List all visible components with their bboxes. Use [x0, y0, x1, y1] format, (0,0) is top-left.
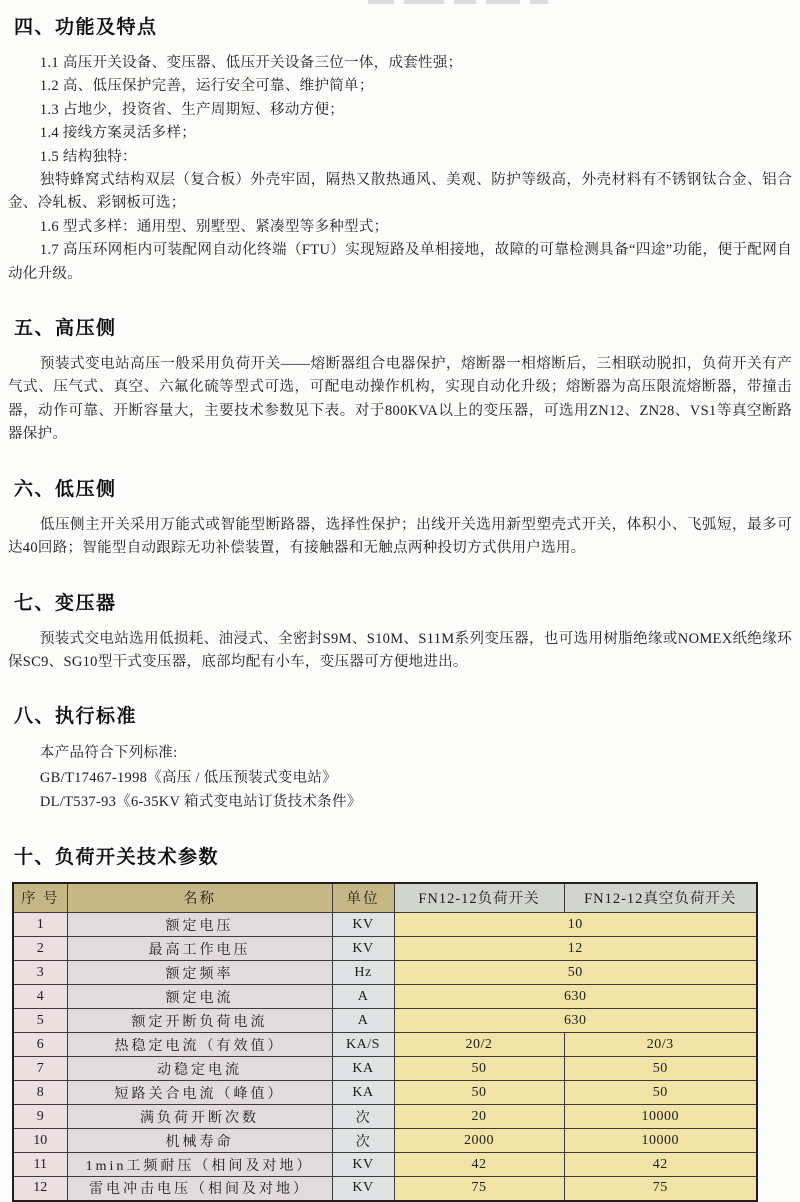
cell-unit: KA — [332, 1081, 394, 1105]
cell-unit: Hz — [332, 961, 394, 985]
section-title-transformer: 七、变压器 — [14, 592, 117, 614]
hv-side-paragraph: 预装式变电站高压一般采用负荷开关——熔断器组合电器保护，熔断器一相熔断后，三相联动脱扣，负荷开关有产气式、压气式、真空、六氟化硫等型式可选，可配电动操作机构，实现自动化升级；熔断器为高压限流熔断器，带撞击器，动作可靠、开断容量大，主要技术参数见下表。对于800KVA以上的变压器，可选用ZN12、ZN28、VS1等真空断路器保护。 — [8, 356, 792, 443]
cell-index: 10 — [13, 1129, 67, 1153]
table-header-row — [13, 883, 757, 913]
cell-parameter-name: 短路关合电流（峰值） — [67, 1081, 332, 1105]
cell-parameter-name: 额定电压 — [67, 913, 332, 937]
cell-index: 2 — [13, 937, 67, 961]
header-cell-name: 名称 — [67, 883, 332, 913]
standards-line: GB/T17467-1998《高压 / 低压预装式变电站》 — [39, 769, 337, 786]
header-cell-index: 序 号 — [13, 883, 67, 913]
cell-value-merged: 10 — [394, 913, 757, 937]
cell-value-fn12-vacuum-load-switch: 42 — [564, 1153, 757, 1177]
section-title-features: 四、功能及特点 — [14, 17, 158, 38]
cell-index: 12 — [13, 1177, 67, 1201]
cell-value-merged: 50 — [394, 961, 757, 985]
cell-value-merged: 630 — [394, 1009, 757, 1033]
feature-item: 1.5 结构独特： — [39, 148, 137, 165]
cell-value-fn12-load-switch: 20 — [394, 1105, 564, 1129]
cell-unit: A — [332, 985, 394, 1009]
cell-value-fn12-vacuum-load-switch: 20/3 — [564, 1033, 757, 1057]
cell-unit: KV — [332, 1177, 394, 1201]
header-cell-fn12-vacuum-load-switch: FN12-12真空负荷开关 — [564, 883, 757, 913]
feature-item: 1.2 高、低压保护完善，运行安全可靠、维护简单； — [39, 78, 374, 95]
cell-parameter-name: 满负荷开断次数 — [67, 1105, 332, 1129]
transformer-paragraph: 预装式交电站选用低损耗、油浸式、全密封S9M、S10M、S11M系列变压器，也可选用树脂绝缘或NOMEX纸绝缘环保SC9、SG10型干式变压器，底部均配有小车，变压器可方便地进出。 — [8, 630, 792, 670]
table-row — [13, 1105, 757, 1129]
section-title-hv-side: 五、高压侧 — [14, 318, 117, 340]
standards-line: 本产品符合下列标准: — [39, 745, 178, 762]
section-title-switch-params: 十、负荷开关技术参数 — [14, 846, 220, 868]
page-top-cropped-text — [368, 0, 593, 7]
cell-parameter-name: 1min工频耐压（相间及对地） — [67, 1153, 332, 1177]
cell-index: 4 — [13, 985, 67, 1009]
table-row — [13, 1177, 757, 1201]
cell-index: 5 — [13, 1009, 67, 1033]
cell-unit: KV — [332, 913, 394, 937]
table-row — [13, 1081, 757, 1105]
table-row — [13, 1009, 757, 1033]
cell-index: 11 — [13, 1153, 67, 1177]
cell-parameter-name: 额定开断负荷电流 — [67, 1009, 332, 1033]
feature-item: 1.3 占地少，投资省、生产周期短、移动方便； — [39, 101, 345, 118]
table-row — [13, 985, 757, 1009]
table-row — [13, 1153, 757, 1177]
header-cell-fn12-load-switch: FN12-12负荷开关 — [394, 883, 564, 913]
cell-parameter-name: 额定电流 — [67, 985, 332, 1009]
feature-item: 1.1 高压开关设备、变压器、低压开关设备三位一体，成套性强； — [39, 55, 463, 71]
feature-item: 1.7 高压环网柜内可装配网自动化终端（FTU）实现短路及单相接地，故障的可靠检测具备“四途”功能，便于配网自动化升级。 — [8, 242, 792, 282]
cell-index: 3 — [13, 961, 67, 985]
feature-item: 1.6 型式多样：通用型、别墅型、紧凑型等多种型式； — [39, 218, 389, 235]
section-title-standards: 八、执行标准 — [14, 706, 138, 728]
feature-item: 独特蜂窝式结构双层（复合板）外壳牢固，隔热又散热通风、美观、防护等级高，外壳材料有不锈钢钛合金、铝合金、冷轧板、彩钢板可选； — [8, 172, 792, 212]
table-row — [13, 913, 757, 937]
cell-unit: 次 — [332, 1129, 394, 1153]
cell-index: 9 — [13, 1105, 67, 1129]
cell-value-merged: 630 — [394, 985, 757, 1009]
cell-unit: KV — [332, 1153, 394, 1177]
cell-unit: A — [332, 1009, 394, 1033]
cell-parameter-name: 额定频率 — [67, 961, 332, 985]
cell-parameter-name: 动稳定电流 — [67, 1057, 332, 1081]
cell-value-fn12-vacuum-load-switch: 10000 — [564, 1129, 757, 1153]
cell-value-merged: 12 — [394, 937, 757, 961]
cell-value-fn12-vacuum-load-switch: 50 — [564, 1081, 757, 1105]
table-row — [13, 1129, 757, 1153]
cell-parameter-name: 雷电冲击电压（相间及对地） — [67, 1177, 332, 1201]
cell-parameter-name: 机械寿命 — [67, 1129, 332, 1153]
cell-parameter-name: 热稳定电流（有效值） — [67, 1033, 332, 1057]
feature-item: 1.4 接线方案灵活多样； — [39, 125, 197, 142]
table-row — [13, 937, 757, 961]
section-features-body — [8, 52, 792, 286]
cell-value-fn12-load-switch: 50 — [394, 1057, 564, 1081]
cell-unit: KV — [332, 937, 394, 961]
standards-line: DL/T537-93《6-35KV 箱式变电站订货技术条件》 — [39, 794, 362, 811]
cell-index: 7 — [13, 1057, 67, 1081]
load-switch-parameters-table — [12, 882, 758, 1202]
lv-side-paragraph: 低压侧主开关采用万能式或智能型断路器，选择性保护；出线开关选用新型塑壳式开关，体积小、飞弧短，最多可达40回路；智能型自动跟踪无功补偿装置，有接触器和无触点两种投切方式供用户选用。 — [8, 516, 792, 557]
cell-value-fn12-load-switch: 42 — [394, 1153, 564, 1177]
table-row — [13, 1057, 757, 1081]
cell-value-fn12-vacuum-load-switch: 10000 — [564, 1105, 757, 1129]
table-row — [13, 961, 757, 985]
cell-index: 8 — [13, 1081, 67, 1105]
cell-parameter-name: 最高工作电压 — [67, 937, 332, 961]
cell-unit: KA/S — [332, 1033, 394, 1057]
cell-index: 1 — [13, 913, 67, 937]
cell-value-fn12-load-switch: 20/2 — [394, 1033, 564, 1057]
standards-list — [8, 741, 792, 814]
cell-value-fn12-vacuum-load-switch: 75 — [564, 1177, 757, 1201]
table-row — [13, 1033, 757, 1057]
cell-unit: KA — [332, 1057, 394, 1081]
cell-value-fn12-load-switch: 50 — [394, 1081, 564, 1105]
header-cell-unit: 单位 — [332, 883, 394, 913]
cell-value-fn12-vacuum-load-switch: 50 — [564, 1057, 757, 1081]
section-title-lv-side: 六、低压侧 — [14, 478, 117, 500]
cell-value-fn12-load-switch: 2000 — [394, 1129, 564, 1153]
cell-unit: 次 — [332, 1105, 394, 1129]
cell-value-fn12-load-switch: 75 — [394, 1177, 564, 1201]
cell-index: 6 — [13, 1033, 67, 1057]
